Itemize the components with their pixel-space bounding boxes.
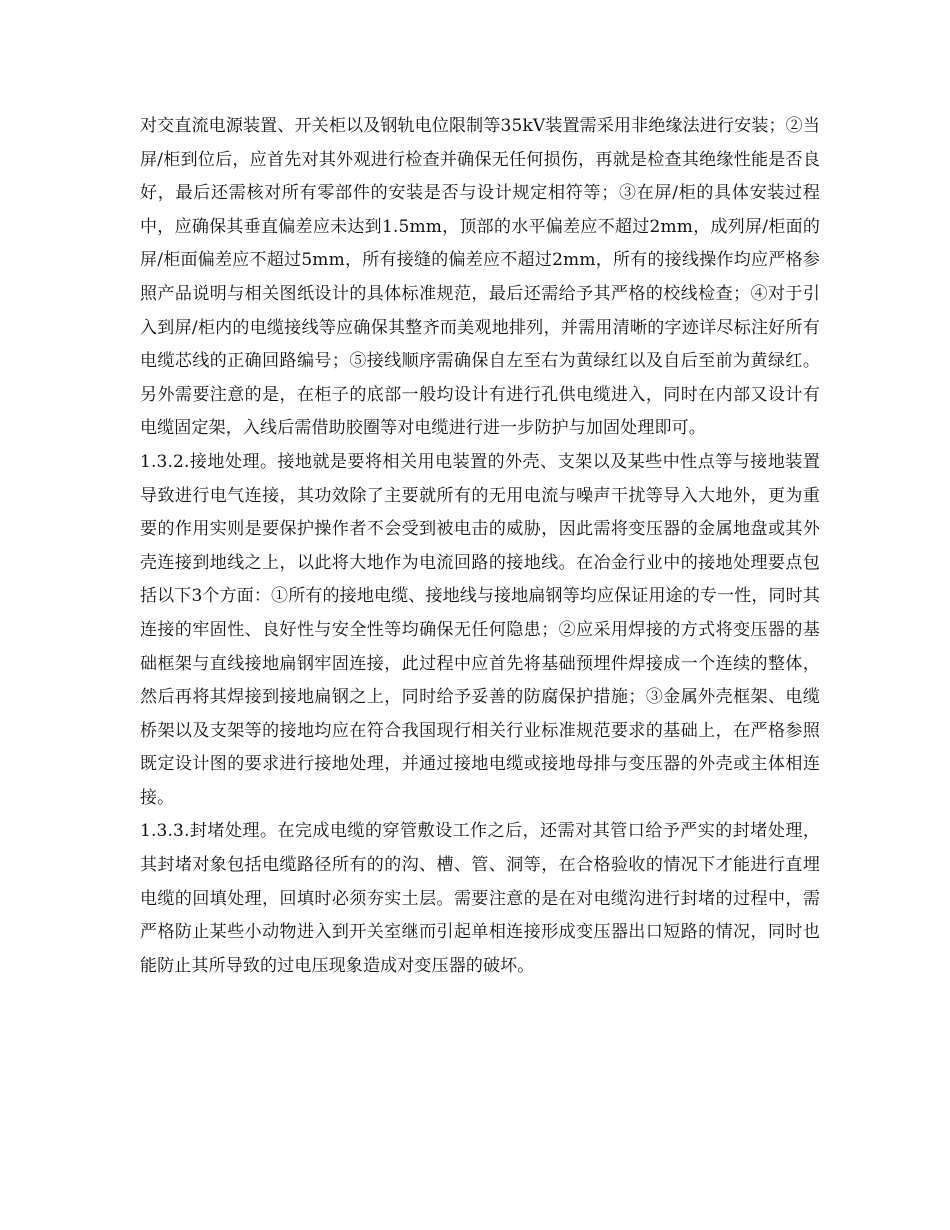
- paragraph-grounding: 1.3.2.接地处理。接地就是要将相关用电装置的外壳、支架以及某些中性点等与接地装置导致进行电气连接，其功效除了主要就所有的无用电流与噪声干扰等导入大地外，更为重要的作用实则是要保护操作者不会受到被电击的威胁，因此需将变压器的金属地盘或其外壳连接到地线之上，以此将大地作为电流回路的接地线。在冶金行业中的接地处理要点包括以下3个方面：①所有的接地电缆、接地线与接地扁钢等均应保证用途的专一性，同时其连接的牢固性、良好性与安全性等均确保无任何隐患；②应采用焊接的方式将变压器的基础框架与直线接地扁钢牢固连接，此过程中应首先将基础预埋件焊接成一个连续的整体，然后再将其焊接到接地扁钢之上，同时给予妥善的防腐保护措施；③金属外壳框架、电缆桥架以及支架等的接地均应在符合我国现行相关行业标准规范要求的基础上，在严格参照既定设计图的要求进行接地处理，并通过接地电缆或接地母排与变压器的外壳或主体相连接。: [140, 451, 820, 808]
- paragraph-installation-continued: 对交直流电源装置、开关柜以及钢轨电位限制等35kV装置需采用非绝缘法进行安装；②当屏/柜到位后，应首先对其外观进行检查并确保无任何损伤，再就是检查其绝缘性能是否良好，最后还需核对所有零部件的安装是否与设计规定相符等；③在屏/柜的具体安装过程中，应确保其垂直偏差应未达到1.5mm，顶部的水平偏差应不超过2mm，成列屏/柜面的屏/柜面偏差应不超过5mm，所有接缝的偏差应不超过2mm，所有的接线操作均应严格参照产品说明与相关图纸设计的具体标准规范，最后还需给予其严格的校线检查；④对于引入到屏/柜内的电缆接线等应确保其整齐而美观地排列，并需用清晰的字迹详尽标注好所有电缆芯线的正确回路编号；⑤接线顺序需确保自左至右为黄绿红以及自后至前为黄绿红。另外需要注意的是，在柜子的底部一般均设计有进行孔供电缆进入，同时在内部又设计有电缆固定架，入线后需借助胶圈等对电缆进行进一步防护与加固处理即可。: [140, 116, 820, 439]
- paragraph-sealing: 1.3.3.封堵处理。在完成电缆的穿管敷设工作之后，还需对其管口给予严实的封堵处理，其封堵对象包括电缆路径所有的的沟、槽、管、洞等，在合格验收的情况下才能进行直埋电缆的回填处理，回填时必须夯实土层。需要注意的是在对电缆沟进行封堵的过程中，需严格防止某些小动物进入到开关室继而引起单相连接形成变压器出口短路的情况，同时也能防止其所导致的过电压现象造成对变压器的破坏。: [140, 821, 820, 976]
- document-body: [140, 110, 820, 983]
